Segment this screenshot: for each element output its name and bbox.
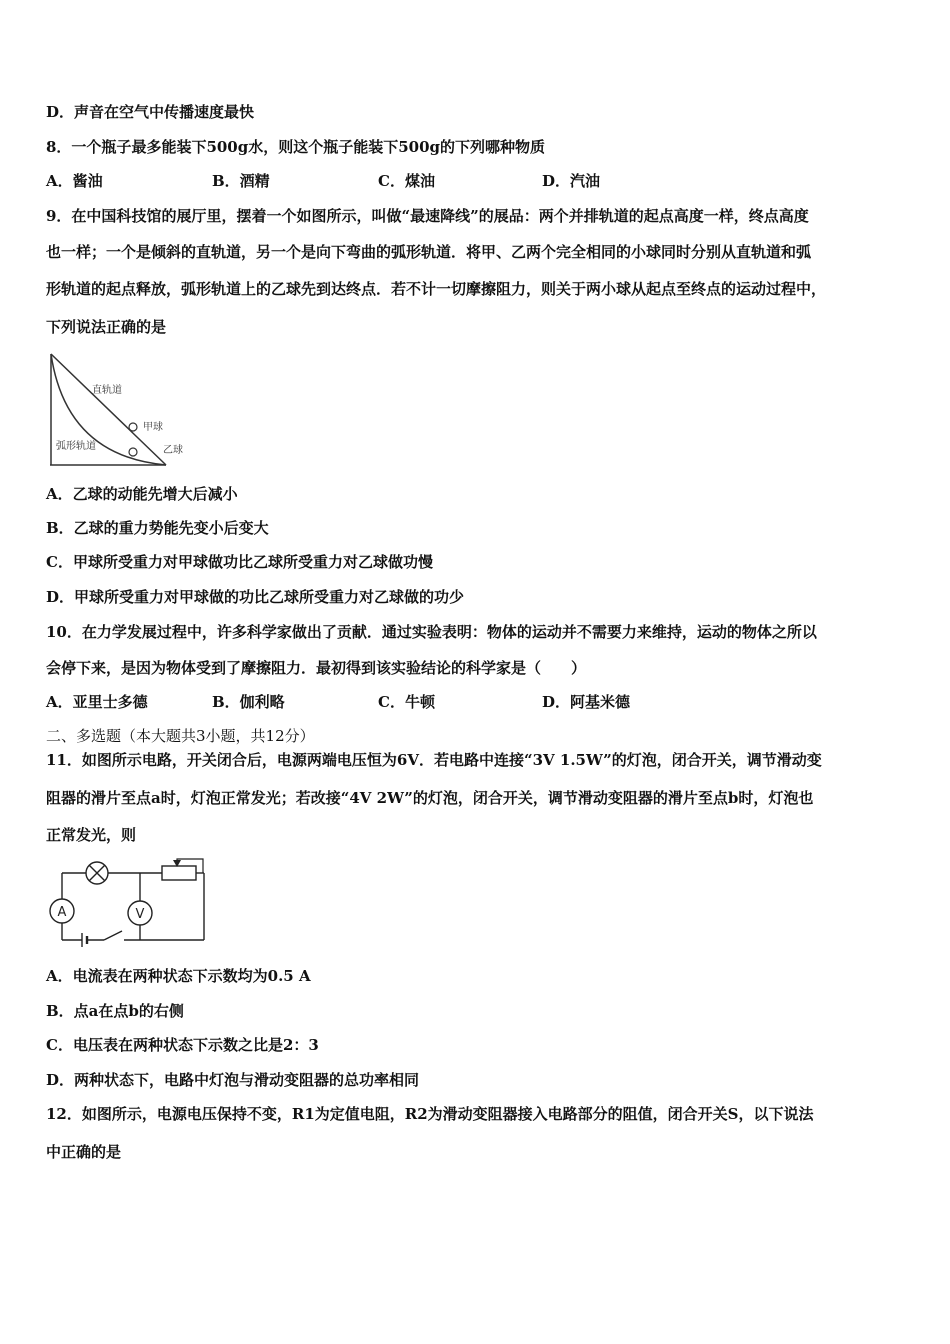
q9-stem-line-3: 形轨道的起点释放，弧形轨道上的乙球先到达终点．若不计一切摩擦阻力，则关于两小球从起点至终点的运动过程中， xyxy=(46,280,827,298)
q8-options xyxy=(46,171,906,191)
q10-options xyxy=(46,692,906,712)
ball-a-icon xyxy=(129,423,137,431)
q9-option-c: C．甲球所受重力对甲球做功比乙球所受重力对乙球做功慢 xyxy=(46,553,433,571)
q9-option-a: A．乙球的动能先增大后减小 xyxy=(46,485,238,503)
q9-option-b: B．乙球的重力势能先变小后变大 xyxy=(46,519,269,537)
q9-track-figure xyxy=(44,348,194,470)
q8-option-a: A．酱油 xyxy=(46,172,103,190)
label-curved-track: 弧形轨道 xyxy=(56,441,96,452)
q11-circuit-figure xyxy=(42,855,210,949)
label-ball-a: 甲球 xyxy=(143,422,163,433)
q9-stem-line-4: 下列说法正确的是 xyxy=(46,318,167,336)
q8-option-b: B．酒精 xyxy=(212,172,270,190)
q10-option-b: B．伽利略 xyxy=(212,693,285,711)
rheostat-icon xyxy=(162,866,196,880)
q10-option-a: A．亚里士多德 xyxy=(46,693,148,711)
q8-stem: 8．一个瓶子最多能装下500g水，则这个瓶子能装下500g的下列哪种物质 xyxy=(46,138,546,156)
q11-option-a: A．电流表在两种状态下示数均为0.5 A xyxy=(46,967,311,985)
q11-option-b: B．点a在点b的右侧 xyxy=(46,1002,184,1020)
q9-stem-line-1: 9．在中国科技馆的展厅里，摆着一个如图所示，叫做“最速降线”的展品：两个并排轨道的起点高度一样，终点高度 xyxy=(46,207,809,225)
ammeter-label: A xyxy=(57,905,67,920)
q12-stem-line-2: 中正确的是 xyxy=(46,1143,122,1161)
q9-option-d: D．甲球所受重力对甲球做的功比乙球所受重力对乙球做的功少 xyxy=(46,588,465,606)
switch-icon xyxy=(104,931,122,940)
q9-stem-line-2: 也一样；一个是倾斜的直轨道，另一个是向下弯曲的弧形轨道．将甲、乙两个完全相同的小球同时分别从直轨道和弧 xyxy=(46,243,812,261)
q11-stem-line-3: 正常发光，则 xyxy=(46,826,137,844)
q11-option-d: D．两种状态下，电路中灯泡与滑动变阻器的总功率相同 xyxy=(46,1071,420,1089)
q11-option-c: C．电压表在两种状态下示数之比是2：3 xyxy=(46,1036,319,1054)
label-ball-b: 乙球 xyxy=(163,445,183,456)
q11-stem-line-1: 11．如图所示电路，开关闭合后，电源两端电压恒为6V．若电路中连接“3V 1.5W”的灯泡，闭合开关，调节滑动变 xyxy=(46,751,822,769)
q10-option-d: D．阿基米德 xyxy=(542,693,631,711)
q7-option-d: D．声音在空气中传播速度最快 xyxy=(46,103,255,121)
section-title: 二、多选题（本大题共3小题，共12分） xyxy=(46,727,315,745)
voltmeter-label: V xyxy=(135,907,145,922)
label-straight-track: 直轨道 xyxy=(92,385,122,396)
q8-option-d: D．汽油 xyxy=(542,172,601,190)
ball-b-icon xyxy=(129,448,137,456)
q10-stem-line-1: 10．在力学发展过程中，许多科学家做出了贡献．通过实验表明：物体的运动并不需要力来维持，运动的物体之所以 xyxy=(46,623,817,641)
q12-stem-line-1: 12．如图所示，电源电压保持不变，R1为定值电阻，R2为滑动变阻器接入电路部分的阻值，闭合开关S，以下说法 xyxy=(46,1105,814,1123)
q10-option-c: C．牛顿 xyxy=(378,693,435,711)
q10-stem-line-2: 会停下来，是因为物体受到了摩擦阻力．最初得到该实验结论的科学家是（ ） xyxy=(46,659,587,677)
q11-stem-line-2: 阻器的滑片至点a时，灯泡正常发光；若改接“4V 2W”的灯泡，闭合开关，调节滑动变阻器的滑片至点b时，灯泡也 xyxy=(46,789,814,807)
q8-option-c: C．煤油 xyxy=(378,172,435,190)
